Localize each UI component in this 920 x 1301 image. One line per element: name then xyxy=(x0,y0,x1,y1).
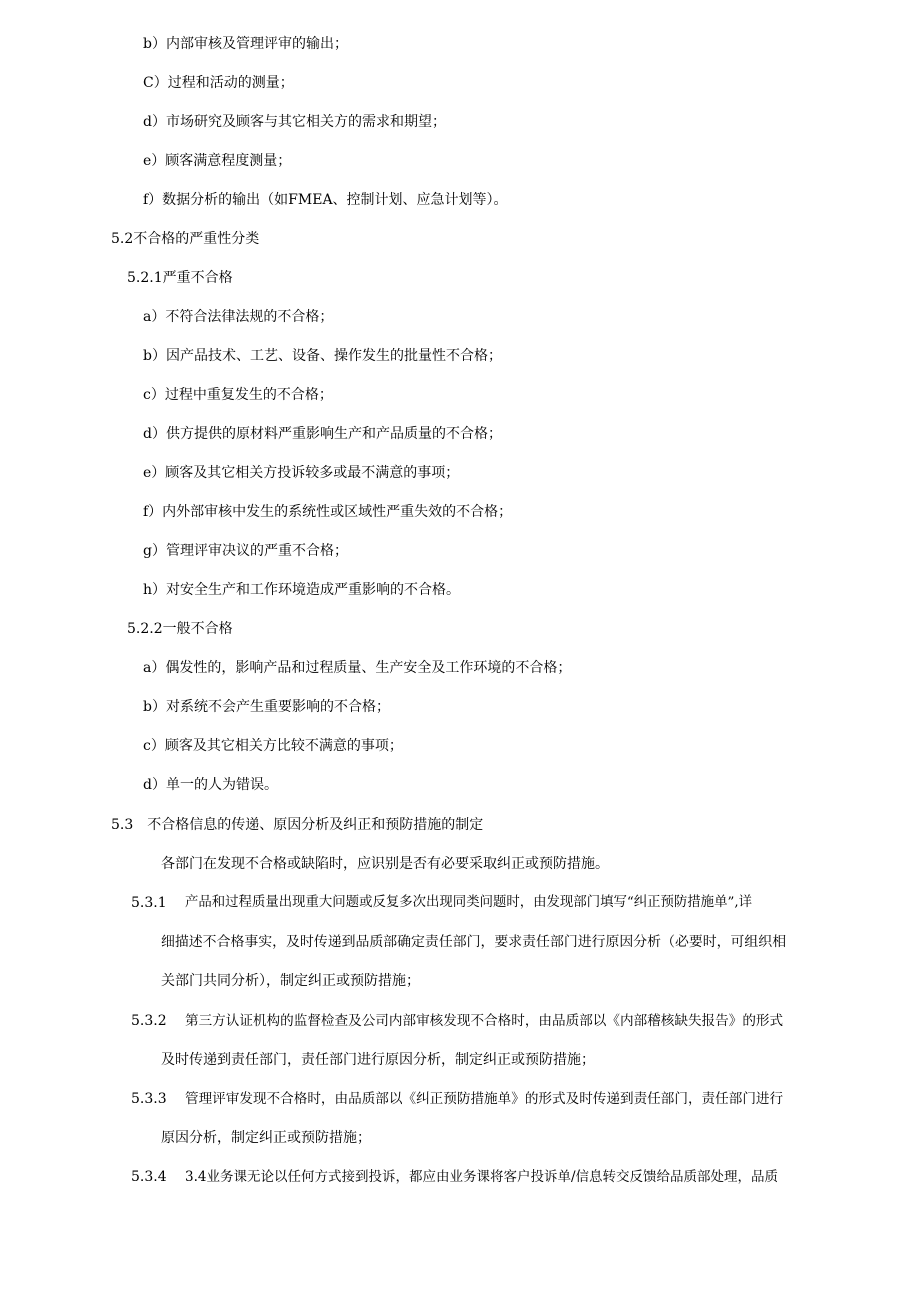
list-item: f）内外部审核中发生的系统性或区域性严重失效的不合格； xyxy=(143,504,513,520)
section-heading: 5.3 不合格信息的传递、原因分析及纠正和预防措施的制定 xyxy=(111,817,484,833)
list-item: c）过程中重复发生的不合格； xyxy=(143,387,333,403)
subsection-heading: 5.2.2一般不合格 xyxy=(127,621,233,637)
section-heading: 5.2不合格的严重性分类 xyxy=(111,231,260,247)
list-item: b）对系统不会产生重要影响的不合格； xyxy=(143,699,390,715)
list-item: d）单一的人为错误。 xyxy=(143,777,278,793)
list-item: b）内部审核及管理评审的输出； xyxy=(143,36,348,52)
list-item: d）市场研究及顾客与其它相关方的需求和期望； xyxy=(143,114,446,130)
clause-number: 5.3.2 xyxy=(131,1013,167,1029)
clause-text: 3.4业务课无论以任何方式接到投诉，都应由业务课将客户投诉单/信息转交反馈给品质部处理，品质 xyxy=(185,1169,779,1185)
paragraph: 各部门在发现不合格或缺陷时，应识别是否有必要采取纠正或预防措施。 xyxy=(161,856,609,872)
clause-text: 产品和过程质量出现重大问题或反复多次出现同类问题时，由发现部门填写“纠正预防措施单”,详 xyxy=(185,895,752,910)
clause-number: 5.3.1 xyxy=(131,895,167,911)
list-item: c）顾客及其它相关方比较不满意的事项； xyxy=(143,738,403,754)
list-item: a）不符合法律法规的不合格； xyxy=(143,309,334,325)
list-item: e）顾客满意程度测量； xyxy=(143,153,292,169)
list-item: e）顾客及其它相关方投诉较多或最不满意的事项； xyxy=(143,465,460,481)
list-item: d）供方提供的原材料严重影响生产和产品质量的不合格； xyxy=(143,426,502,442)
clause-number: 5.3.4 xyxy=(131,1169,167,1185)
clause-text: 关部门共同分析），制定纠正或预防措施； xyxy=(161,973,420,989)
subsection-heading: 5.2.1严重不合格 xyxy=(127,270,233,286)
list-item: C）过程和活动的测量； xyxy=(143,75,294,91)
clause-text: 细描述不合格事实，及时传递到品质部确定责任部门，要求责任部门进行原因分析（必要时，可组织相 xyxy=(161,934,787,950)
clause-text: 第三方认证机构的监督检查及公司内部审核发现不合格时，由品质部以《内部稽核缺失报告》的形式 xyxy=(185,1013,784,1029)
list-item: a）偶发性的，影响产品和过程质量、生产安全及工作环境的不合格； xyxy=(143,660,572,676)
list-item: h）对安全生产和工作环境造成严重影响的不合格。 xyxy=(143,582,461,598)
clause-number: 5.3.3 xyxy=(131,1091,167,1107)
list-item: f）数据分析的输出（如FMEA、控制计划、应急计划等）。 xyxy=(143,192,508,208)
list-item: b）因产品技术、工艺、设备、操作发生的批量性不合格； xyxy=(143,348,502,364)
list-item: g）管理评审决议的严重不合格； xyxy=(143,543,348,559)
clause-text: 原因分析，制定纠正或预防措施； xyxy=(161,1130,371,1146)
clause-text: 管理评审发现不合格时，由品质部以《纠正预防措施单》的形式及时传递到责任部门，责任部门进行 xyxy=(185,1091,784,1107)
clause-text: 及时传递到责任部门，责任部门进行原因分析，制定纠正或预防措施； xyxy=(161,1052,595,1068)
